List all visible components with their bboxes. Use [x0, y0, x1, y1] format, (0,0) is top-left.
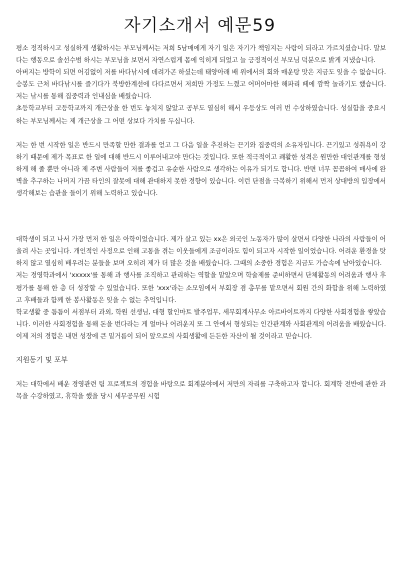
spacer [16, 366, 386, 378]
paragraph-work-experience: 학교생활 중 틈틈이 서점부터 과외, 학원 선생님, 대형 할인마트 발주업무, 세무회계사무소 아르바이트까지 다양한 사회경험을 쌓았습니다. 이러한 사회경험을 통해 돈을 번다라는 게 얼마나 어려운지 또 그 안에서 형성되는 인간관계와 사회관계의 어려움을 배웠습니다. 이제 저의 경험은 내면 성장에 큰 밑거름이 되어 앞으로의 사회생활에 든든한 자산이 될 것이라고 믿습니다. [16, 307, 386, 340]
spacer [16, 127, 386, 139]
paragraph-school: 초등학교부터 고등학교까지 개근상을 한 번도 놓치지 않았고 공부도 열심히 해서 우등상도 여러 번 수상하였습니다. 성실함을 중요시하는 부모님께서는 제 개근상을 그 어떤 상보다 가치를 두십니다. [16, 104, 386, 125]
paragraph-personality: 저는 한 번 시작한 일은 반드시 만족할 만한 결과를 얻고 그 다음 일을 추진하는 끈기와 집중력의 소유자입니다. 끈기있고 성취욕이 강하기 때문에 제가 목표로 한 일에 대해 반드시 이루어내고야 만다는 것입니다. 또한 적극적이고 쾌활한 성격은 원만한 대인관계를 형성하게 해 줄 뿐만 아니라 제 주변 사람들이 저를 좋겁고 유순한 사람으로 생각하는 이유가 되기도 합니다. 반면 너무 꼼꼼하여 매사에 완벽을 추구하는 나머지 가끔 타인의 잘못에 대해 관대하지 못한 경향이 있습니다. 이런 단점을 극복하기 위해서 먼저 상대방의 입장에서 생각해보는 습관을 들이기 위해 노력하고 있습니다. [16, 140, 386, 198]
paragraph-fishing: 아버지는 방학이 되면 어김없이 저를 바다낚시에 데려가곤 하셨는데 태양아래 배 위에서의 회와 매운탕 맛은 지금도 잊을 수 없습니다. 승봉도 근처 바다낚시를 즐기다가 북방한계선에 다다르면서 저희만 가정도 느꼈고 어머어마한 해파리 떼에 깜짝 놀라기도 했습니다. 저는 낚시를 통해 집중력과 인내심을 배웠습니다. [16, 68, 386, 101]
paragraph-motivation: 저는 대학에서 배운 경영관련 팀 프로젝트의 경험을 바탕으로 회계분야에서 저만의 자리를 구축하고자 합니다. 회계학 전반에 관한 과목을 수강하였고, 휴학을 했을 당시 세무공무원 시험 [16, 379, 386, 401]
spacer [16, 199, 386, 233]
document-body [0, 42, 400, 402]
paragraph-volunteer: 대학생이 되고 나서 가장 먼저 한 일은 아학이었습니다. 제가 살고 있는 xx은 외국인 노동자가 많이 살면서 다양한 나라의 사람들이 어울려 사는 곳입니다. 개인적인 사정으로 인해 고통을 겪는 이웃들에게 조금이라도 힘이 되고자 시작한 일이었습니다. 어려운 환경을 탓하지 않고 열심히 배우려는 분들을 보며 오히려 제가 더 많은 것을 배웠습니다. 그때의 소중한 경험은 지금도 가슴속에 남아있습니다. [16, 235, 386, 268]
paragraph-club-activities: 저는 경영학과에서 'xxxxx'를 통해 과 행사를 조직하고 관리하는 역할을 맡았으며 학술제를 준비하면서 단체활동의 어려움과 행사 후 평가를 통해 한 층 더 성장할 수 있었습니다. 또한 'xxx'라는 소모임에서 부회장 겸 총무를 맡으면서 회원 간의 화합을 위해 노력하였고 후배들과 함께 한 봉사활동은 잊을 수 없는 추억입니다. [16, 271, 386, 304]
document-title: 자기소개서 예문59 [124, 16, 276, 36]
section-heading: 지원동기 및 포부 [16, 355, 68, 364]
spacer [16, 342, 386, 354]
paragraph-family: 평소 정직하시고 성실하게 생활하시는 부모님께서는 저희 5남매에게 자기 일은 자기가 책임지는 사람이 되라고 가르치셨습니다. 말보다는 행동으로 솔선수범 하시는 부모님을 보면서 자연스럽게 몸에 익히게 되었고 늘 긍정적이신 부모님 덕분으로 밝게 지냈습니다. [16, 44, 386, 65]
